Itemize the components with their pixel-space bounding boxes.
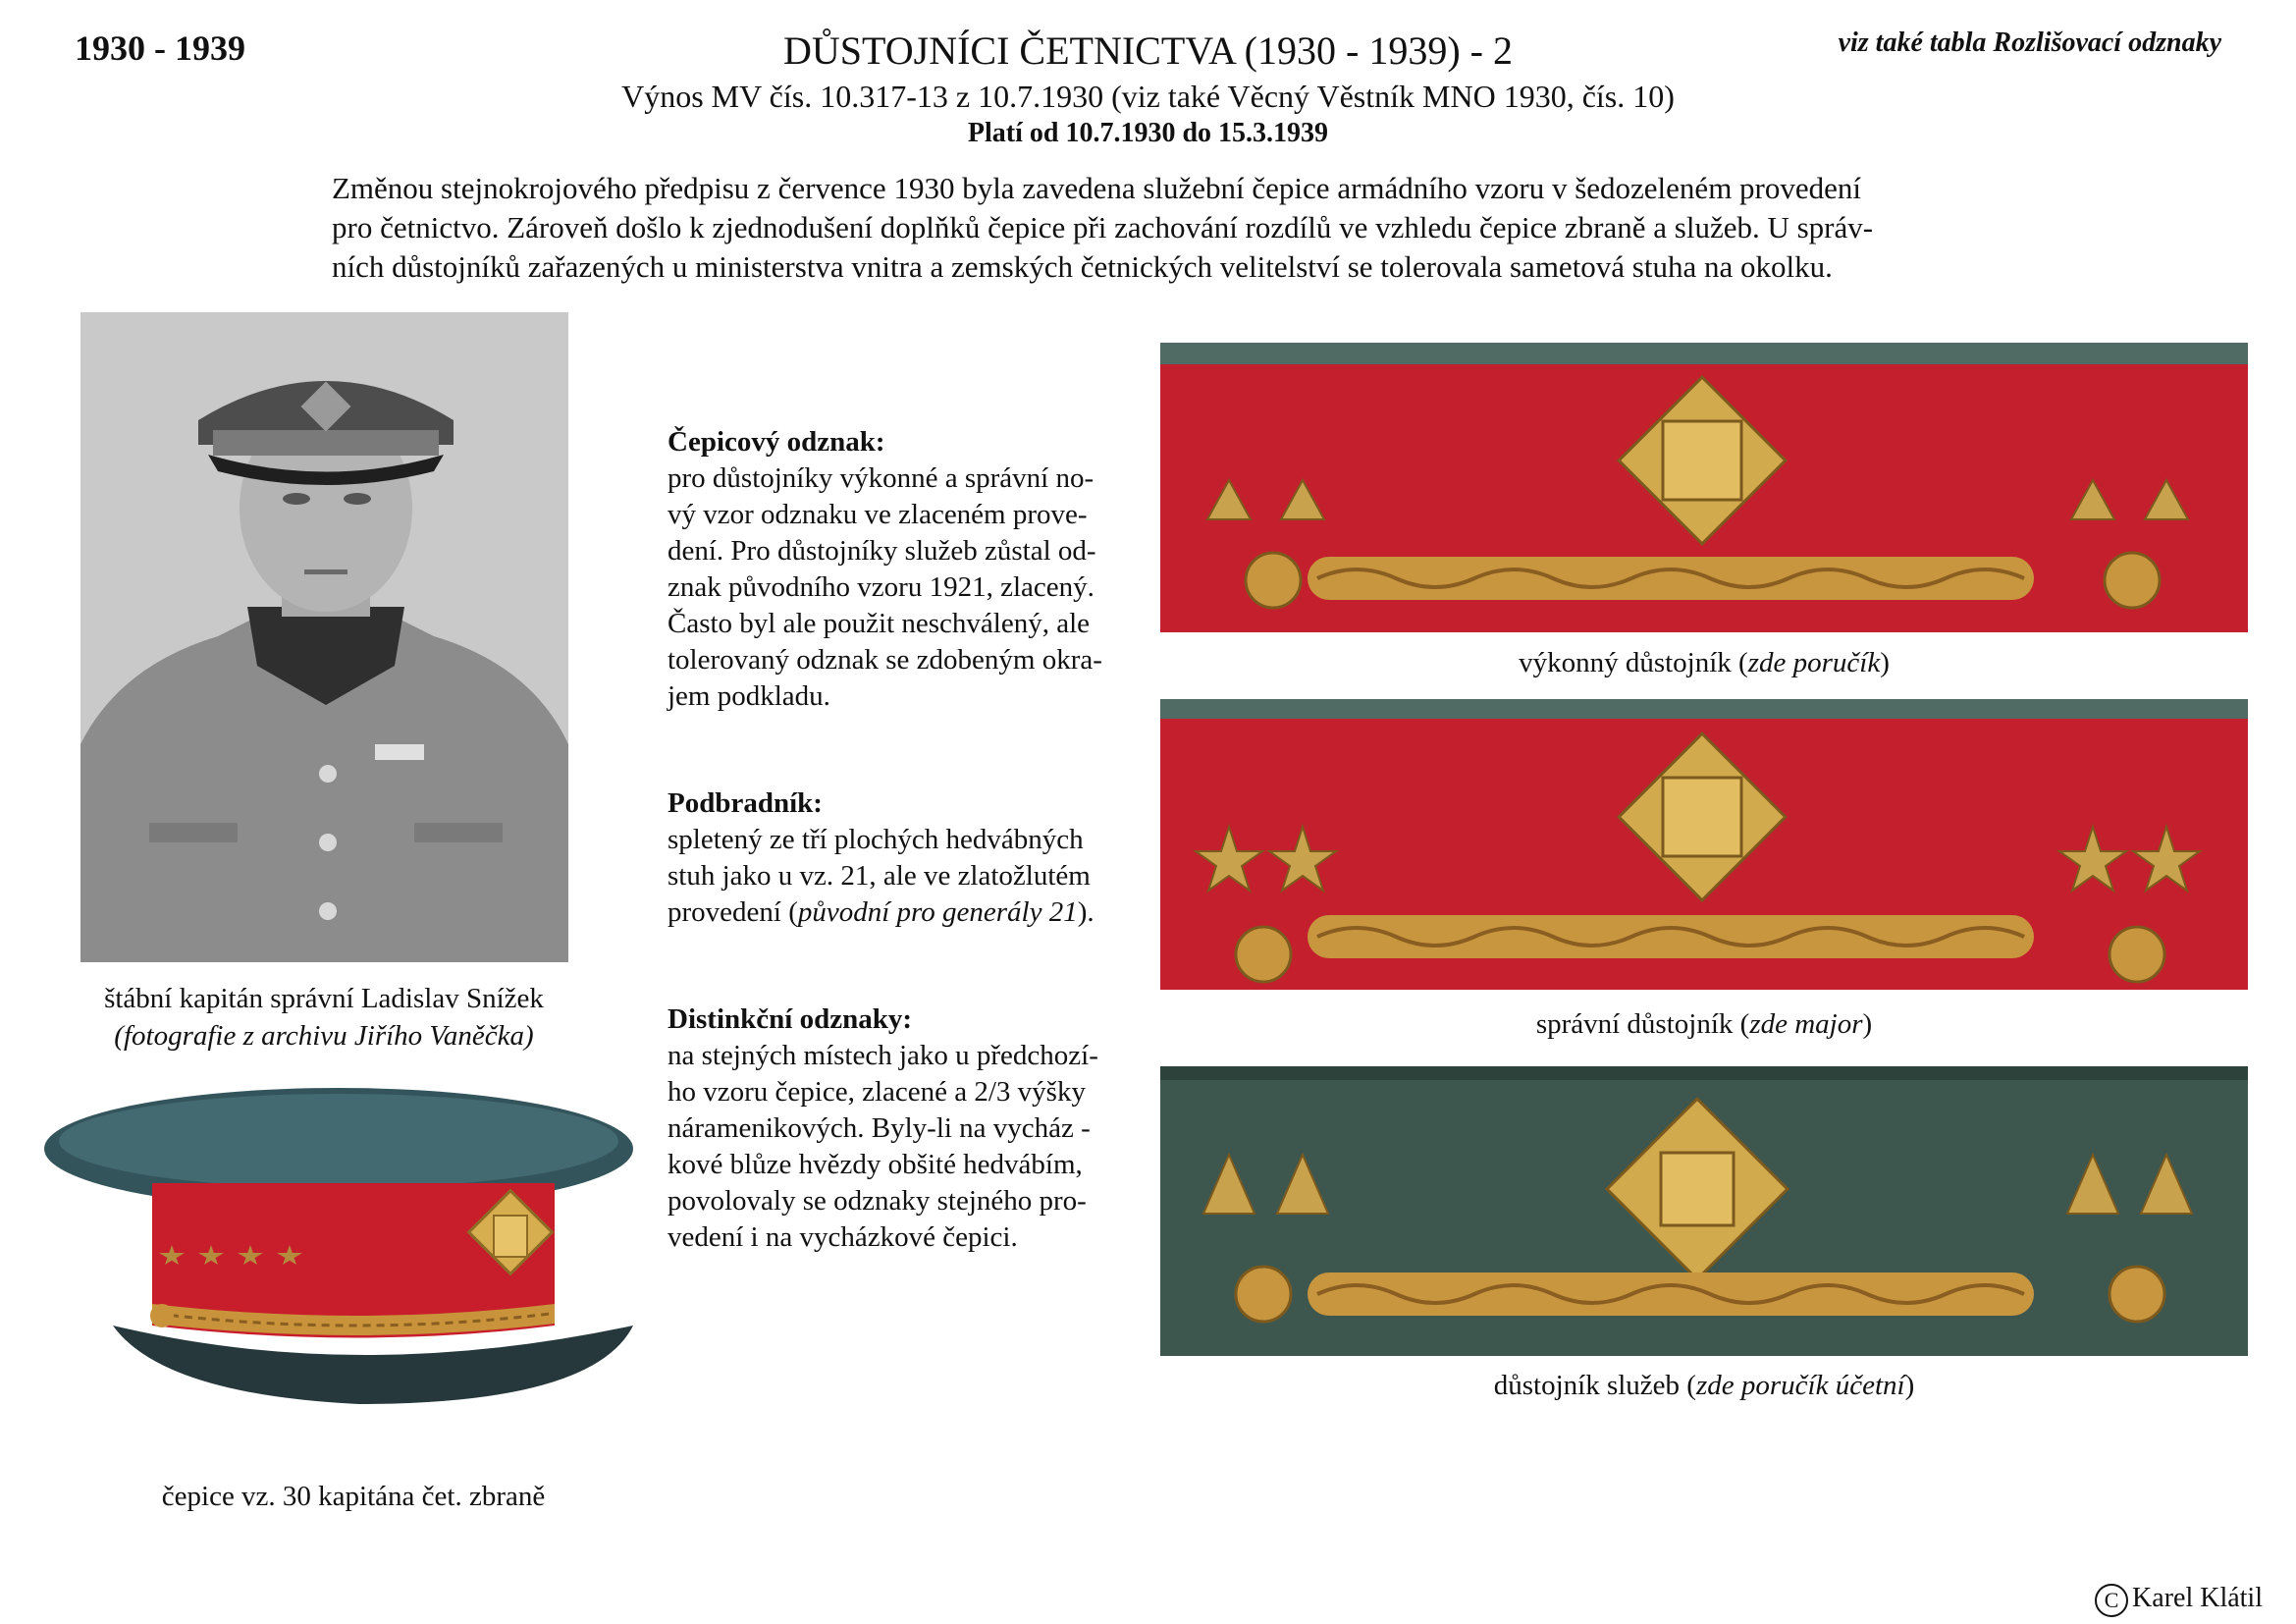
section-line: znak původního vzoru 1921, zlacený. xyxy=(667,571,1095,603)
section-line: spletený ze tří plochých hedvábných xyxy=(667,824,1084,855)
section-line: dení. Pro důstojníky služeb zůstal od- xyxy=(667,535,1096,567)
portrait-caption-credit: (fotografie z archivu Jiřího Vaněčka) xyxy=(114,1020,534,1052)
section-heading: Podbradník: xyxy=(667,787,823,819)
section-line: jem podkladu. xyxy=(667,680,830,712)
section-heading: Distinkční odznaky: xyxy=(667,1003,912,1035)
portrait-caption xyxy=(59,980,589,1055)
line-end: ). xyxy=(1077,896,1095,928)
peaked-cap-image xyxy=(44,1080,663,1414)
panel-caption-end: ) xyxy=(1862,1008,1873,1040)
panel-caption-label: důstojník služeb ( xyxy=(1493,1370,1696,1401)
section-line: Často byl ale použit neschválený, ale xyxy=(667,608,1091,639)
header-years: 1930 - 1939 xyxy=(75,28,245,68)
panel-caption-label: výkonný důstojník ( xyxy=(1519,647,1748,678)
page-title: DŮSTOJNÍCI ČETNICTVA (1930 - 1939) - 2 xyxy=(783,28,1513,73)
section-chinstrap xyxy=(667,785,1129,931)
copyright-notice xyxy=(2095,1583,2263,1617)
panel-caption-services xyxy=(1160,1367,2248,1404)
cap-caption: čepice vz. 30 kapitána čet. zbraně xyxy=(161,1481,546,1512)
portrait-caption-name: štábní kapitán správní Ladislav Snížek xyxy=(104,983,544,1014)
section-line: pro důstojníky výkonné a správní no- xyxy=(667,462,1095,494)
intro-line: Změnou stejnokrojového předpisu z července 1930 byla zavedena služební čepice armádního vzoru v šedozeleném provedení xyxy=(332,171,1862,205)
panel-caption-executive xyxy=(1160,644,2248,681)
cap-band-panel-administrative xyxy=(1160,699,2248,990)
section-line xyxy=(667,894,1129,931)
officer-portrait-photo xyxy=(80,312,568,962)
cap-band-panel-executive xyxy=(1160,343,2248,632)
intro-line: pro četnictvo. Zároveň došlo k zjednodušení doplňků čepice při zachování rozdílů ve vzhledu čepice zbraně a služeb. U správ- xyxy=(332,210,1874,244)
intro-line: ních důstojníků zařazených u ministerstva vnitra a zemských četnických velitelství se tolerovala sametová stuha na okolku. xyxy=(332,249,1833,284)
panel-caption-note: zde poručík xyxy=(1747,647,1881,678)
panel-caption-end: ) xyxy=(1880,647,1890,678)
section-line: vedení i na vycházkové čepici. xyxy=(667,1221,1018,1253)
section-line: tolerovaný odznak se zdobeným okra- xyxy=(667,644,1102,676)
panel-caption-note: zde poručík účetní xyxy=(1695,1370,1905,1401)
line-italic: původní pro generály 21 xyxy=(797,896,1078,928)
validity-period: Platí od 10.7.1930 do 15.3.1939 xyxy=(967,118,1329,148)
intro-paragraph xyxy=(332,169,2001,287)
decree-subtitle: Výnos MV čís. 10.317-13 z 10.7.1930 (viz také Věcný Věstník MNO 1930, čís. 10) xyxy=(621,79,1675,114)
section-line: náramenikových. Byly-li na vycház - xyxy=(667,1112,1091,1144)
panel-caption-note: zde major xyxy=(1749,1008,1863,1040)
section-cap-badge xyxy=(667,424,1129,715)
panel-caption-administrative xyxy=(1160,1005,2248,1043)
cap-band-panel-services xyxy=(1160,1066,2248,1356)
section-line: na stejných místech jako u předchozí- xyxy=(667,1040,1098,1071)
copyright-icon: C xyxy=(2095,1584,2128,1617)
section-line: kové blůze hvězdy obšité hedvábím, xyxy=(667,1149,1083,1180)
line-start: provedení ( xyxy=(667,896,798,928)
section-insignia xyxy=(667,1001,1129,1256)
copyright-author: Karel Klátil xyxy=(2132,1583,2263,1613)
see-also-note: viz také tabla Rozlišovací odznaky xyxy=(1838,27,2221,58)
section-line: vý vzor odznaku ve zlaceném prove- xyxy=(667,499,1088,530)
panel-caption-end: ) xyxy=(1904,1370,1915,1401)
section-line: ho vzoru čepice, zlacené a 2/3 výšky xyxy=(667,1076,1086,1108)
panel-caption-label: správní důstojník ( xyxy=(1535,1008,1750,1040)
section-heading: Čepicový odznak: xyxy=(667,426,885,458)
section-line: povolovaly se odznaky stejného pro- xyxy=(667,1185,1087,1217)
section-line: stuh jako u vz. 21, ale ve zlatožlutém xyxy=(667,860,1091,892)
